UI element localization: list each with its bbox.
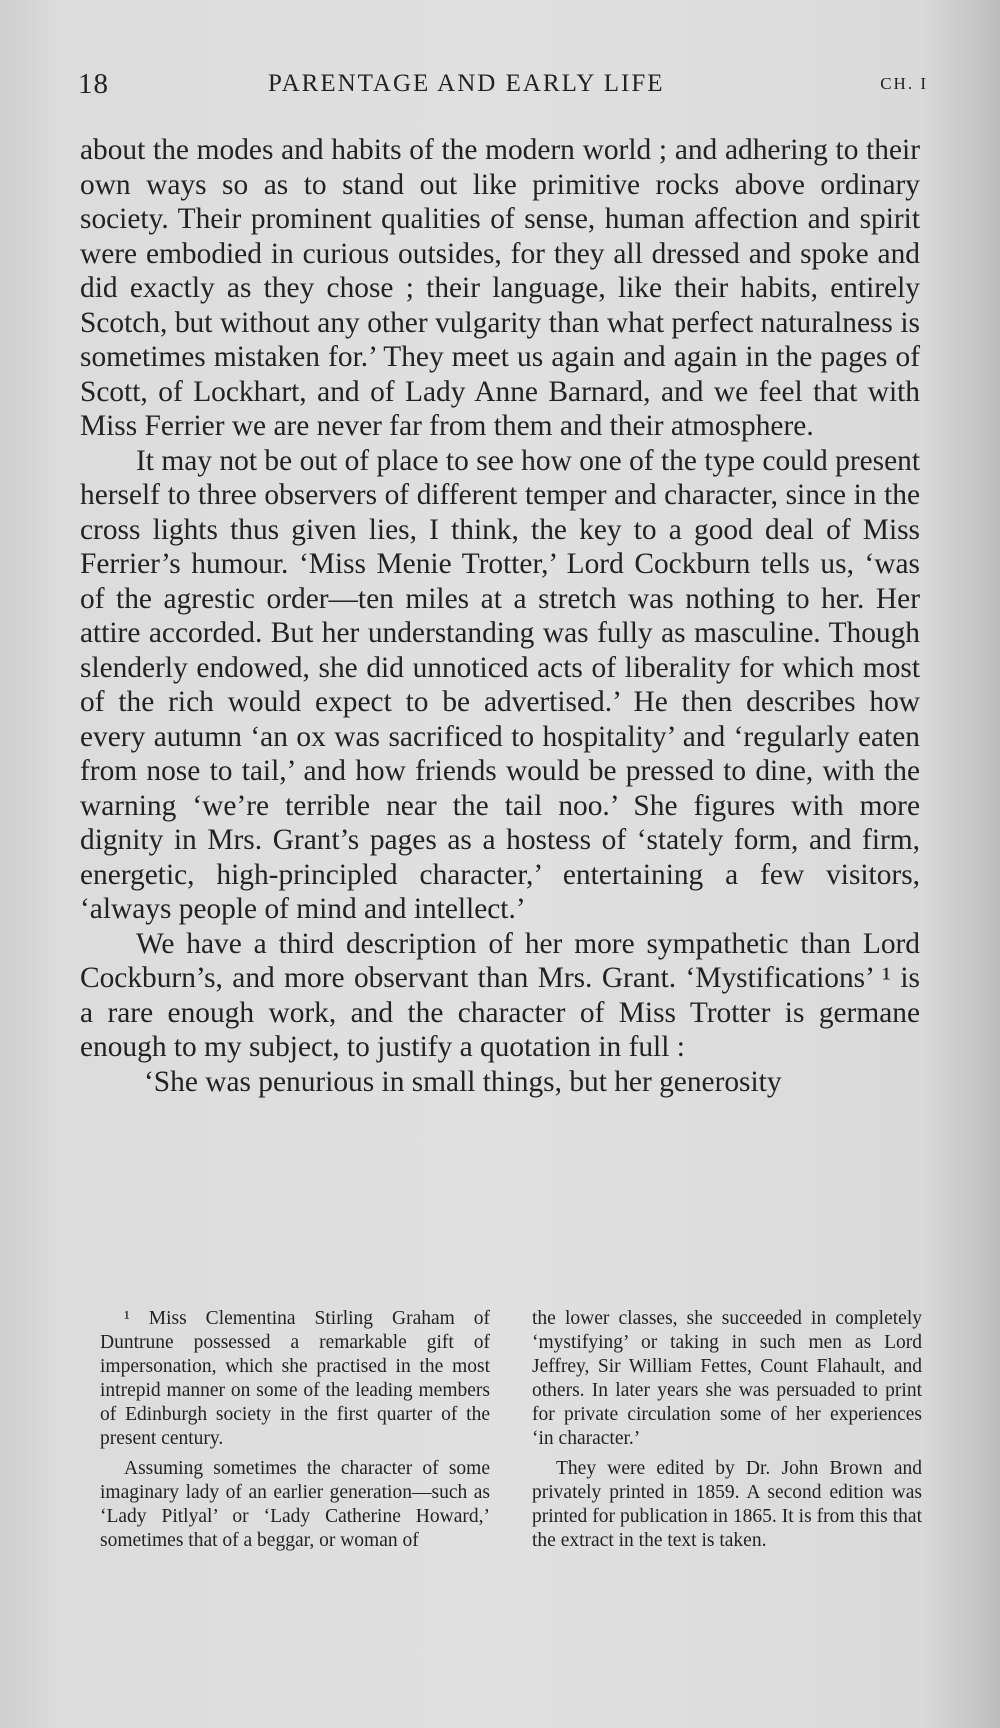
chapter-marker: CH. I (880, 74, 928, 93)
running-title: PARENTAGE AND EARLY LIFE (268, 70, 665, 97)
page-number: 18 (78, 68, 109, 100)
footnote-paragraph: They were edited by Dr. John Brown and privately printed in 1859. A second edition was printed for publication in 1865. It is from this that the extract in the text is taken. (532, 1458, 922, 1551)
quotation-start: ‘She was penurious in small things, but her generosity (144, 1065, 782, 1098)
footnote-column-right (532, 1307, 922, 1553)
main-text (80, 133, 920, 1099)
paragraph-2: It may not be out of place to see how one of the type could present herself to three observers of different temper and character, since in the cross lights thus given lies, I think, the key to a good deal of Miss Ferrier’s humour. ‘Miss Menie Trotter,’ Lord Cockburn tells us, ‘was of the agrestic order—ten miles at a stretch was nothing to her. Her attire accorded. But her understanding was fully as masculine. Though slenderly endowed, she did unnoticed acts of liberality for which most of the rich would expect to be advertised.’ He then describes how every autumn ‘an ox was sacrificed to hospitality’ and ‘regularly eaten from nose to tail,’ and how friends would be pressed to dine, with the warning ‘we’re terrible near the tail noo.’ She figures with more dignity in Mrs. Grant’s pages as a hostess of ‘stately form, and firm, energetic, high-principled character,’ entertaining a few visitors, ‘always people of mind and intellect.’ (80, 444, 920, 925)
footnote-paragraph: Assuming sometimes the character of some imaginary lady of an earlier generation—such as ‘Lady Pitlyal’ or ‘Lady Catherine Howard,’ sometimes that of a beggar, or woman of (100, 1458, 490, 1551)
paragraph-3: We have a third description of her more sympathetic than Lord Cockburn’s, and more observant than Mrs. Grant. ‘Mystifications’ ¹ is a rare enough work, and the character of Miss Trotter is germane enough to my subject, to justify a quotation in full : (80, 927, 920, 1063)
footnote-paragraph: the lower classes, she succeeded in completely ‘mystifying’ or taking in such men as Lord Jeffrey, Sir William Fettes, Count Flahault, and others. In later years she was persuaded to print for private circulation some of her experiences ‘in character.’ (532, 1308, 922, 1449)
running-header (78, 68, 928, 104)
paragraph-1: about the modes and habits of the modern world ; and adhering to their own ways so as to stand out like primitive rocks above ordinary society. Their prominent qualities of sense, human affection and spirit were embodied in curious outsides, for they all dressed and spoke and did exactly as they chose ; their language, like their habits, entirely Scotch, but without any other vulgarity than what perfect naturalness is sometimes mistaken for.’ They meet us again and again in the pages of Scott, of Lockhart, and of Lady Anne Barnard, and we feel that with Miss Ferrier we are never far from them and their atmosphere. (80, 134, 920, 442)
footnote-column-left (100, 1307, 490, 1553)
footnote-paragraph: ¹ Miss Clementina Stirling Graham of Duntrune possessed a remarkable gift of impersonation, which she practised in the most intrepid manner on some of the leading members of Edinburgh society in the first quarter of the present century. (100, 1308, 490, 1449)
